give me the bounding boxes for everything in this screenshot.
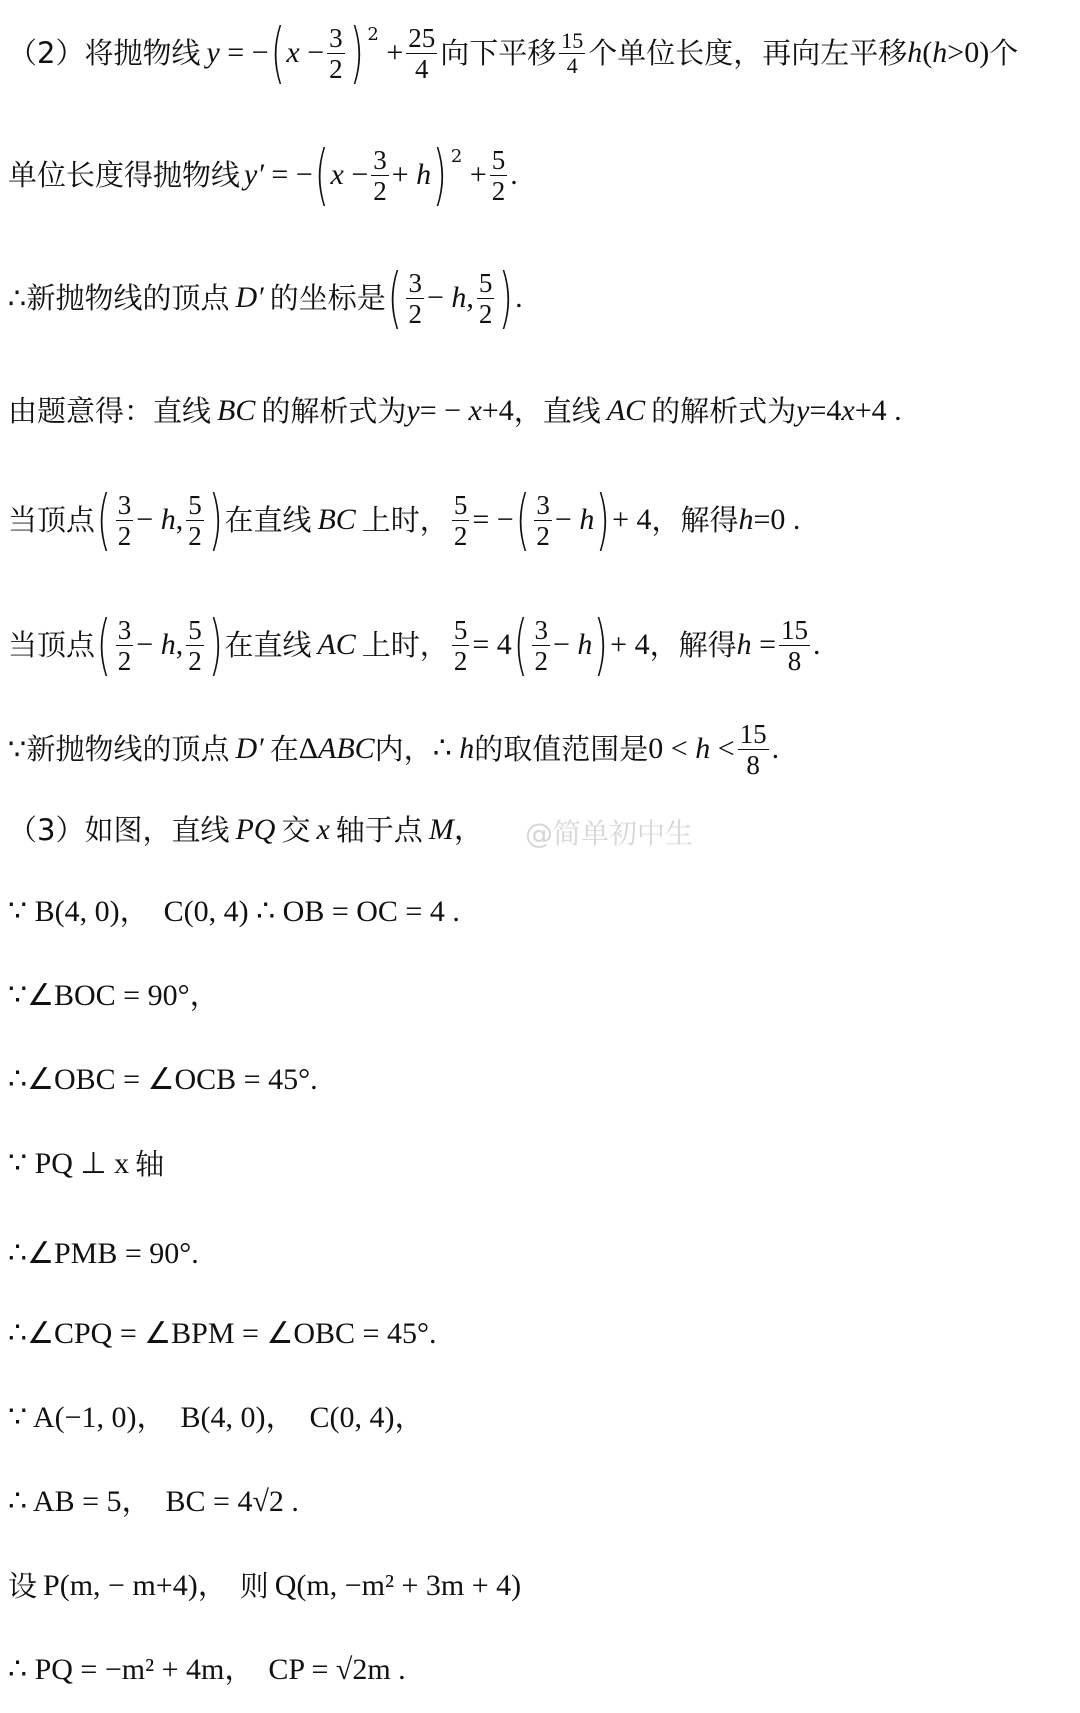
text: 上时， (361, 503, 449, 537)
text: CP = √2m . (268, 1653, 406, 1686)
line-11 (8, 1062, 1072, 1098)
text: ∵ A(−1, 0)， (8, 1401, 167, 1434)
line-13 (8, 1236, 1072, 1272)
text: ，解得 (651, 503, 739, 537)
text: ∴∠PMB = 90°. (8, 1237, 199, 1270)
text: B(4, 0)， (180, 1401, 296, 1434)
text: 在直线 (224, 503, 312, 537)
line-17 (8, 1568, 1072, 1604)
text: 当顶点 (8, 503, 96, 537)
text: P(m, − m+4)， (43, 1569, 228, 1602)
text: 的解析式为 (261, 394, 407, 428)
text: 在直线 (224, 628, 312, 662)
text: 当顶点 (8, 628, 96, 662)
line-4: 由题意得：直线 BC 的解析式为 y= − x+4 ，直线 AC 的解析式为 y=4x+4 . (8, 394, 902, 428)
text: 单位长度得抛物线 (8, 158, 241, 192)
line-12 (8, 1146, 1072, 1182)
text: C(0, 4)， (309, 1401, 425, 1434)
text: 的取值范围是 (474, 732, 649, 766)
text: ∵ B(4, 0)， (8, 895, 150, 928)
line-9 (8, 894, 1072, 930)
line-10 (8, 978, 1072, 1014)
text: ∴∠OBC = ∠OCB = 45°. (8, 1063, 318, 1096)
text: 由题意得：直线 (8, 394, 212, 428)
text: （2）将抛物线 (8, 36, 201, 70)
text: 内， (374, 732, 433, 766)
text: 向下平移 (440, 36, 557, 70)
line-1: （2）将抛物线 y = − ( x − $\frac{3}{2}$ ) 2 + $\frac{25}{4}$ 向下平移 $\frac{15}{4}$ 个单位长度，再向左平移 h(h>0) 个 (8, 14, 1019, 91)
watermark: @简单初中生 (525, 817, 694, 850)
text: 的坐标是 (269, 281, 386, 315)
text: C(0, 4) ∴ OB = OC = 4 . (163, 895, 460, 928)
line-7: ∵新抛物线的顶点 D′ 在 ΔABC 内， ∴ h 的取值范围是 0 < h < $\frac{15}{8}$ . (8, 718, 780, 780)
text: 上时， (361, 628, 449, 662)
text: 则 (239, 1569, 269, 1603)
text: 轴 (135, 1147, 165, 1181)
text: ∵新抛物线的顶点 (8, 732, 230, 766)
text: （3）如图，直线 (8, 813, 230, 847)
line-6: 当顶点 ( $\frac{3}{2}$ − h, $\frac{5}{2}$ ) 在直线 AC 上时， $\frac{5}{2}$ = 4 ( $\frac{3}{2}$ − h ) + 4 ，解得 h = $\frac{15}{8}$ . (8, 606, 821, 683)
text: ∴新抛物线的顶点 (8, 281, 230, 315)
text: ∴ AB = 5， (8, 1485, 152, 1518)
text: 设 (8, 1569, 38, 1603)
text: 在 (269, 732, 299, 766)
text: 个单位长度，再向左平移 (588, 36, 908, 70)
text: ，直线 (513, 394, 601, 428)
line-16 (8, 1484, 1072, 1520)
text: 个 (989, 36, 1019, 70)
line-14 (8, 1316, 1072, 1352)
line-5: 当顶点 ( $\frac{3}{2}$ − h, $\frac{5}{2}$ ) 在直线 BC 上时， $\frac{5}{2}$ = − ( $\frac{3}{2}$ − h ) + 4 ，解得 h=0 . (8, 481, 801, 558)
text: ，解得 (649, 628, 737, 662)
line-2: 单位长度得抛物线 y′ = − ( x − $\frac{3}{2}$ + h ) 2 + $\frac{5}{2}$ . (8, 136, 518, 213)
text: BC = 4√2 . (165, 1485, 299, 1518)
line-8: （3）如图，直线 PQ 交 x 轴于点 M ， (8, 813, 484, 847)
text: ∴∠CPQ = ∠BPM = ∠OBC = 45°. (8, 1317, 437, 1350)
text: ∴ PQ = −m² + 4m， (8, 1653, 255, 1686)
text: ∵∠BOC = 90°， (8, 979, 220, 1012)
text: Q(m, −m² + 3m + 4) (274, 1569, 522, 1602)
text: 交 (281, 813, 311, 847)
line-15 (8, 1400, 1072, 1436)
text: ∵ PQ ⊥ x (8, 1147, 130, 1180)
line-18 (8, 1652, 1072, 1688)
text: 的解析式为 (651, 394, 797, 428)
line-3: ∴新抛物线的顶点 D′ 的坐标是 ( $\frac{3}{2}$ − h, $\frac{5}{2}$ ) . (8, 259, 523, 336)
text: 轴于点 (335, 813, 423, 847)
